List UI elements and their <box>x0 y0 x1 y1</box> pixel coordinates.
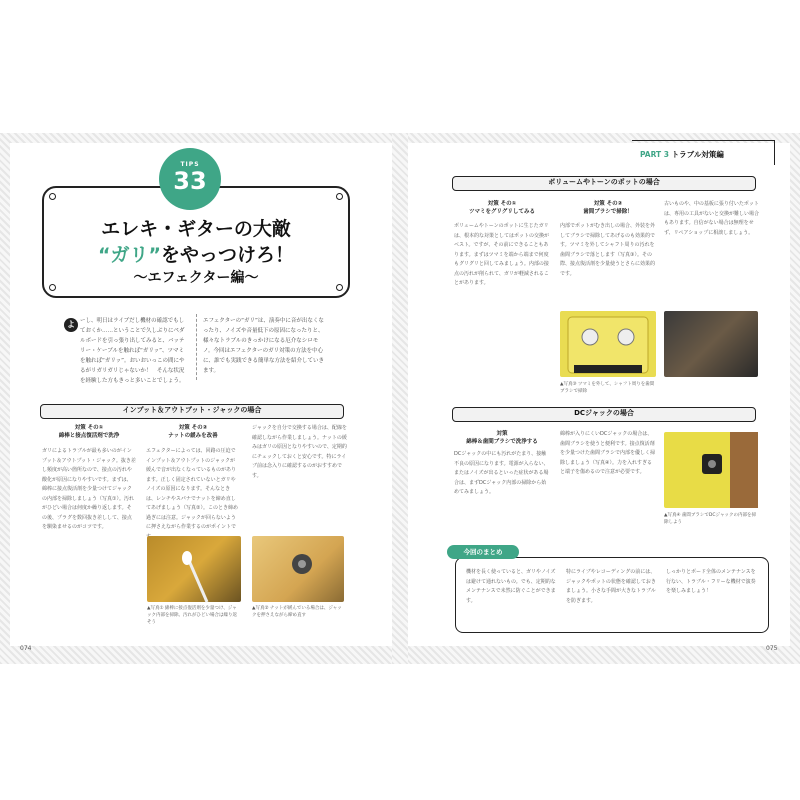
gutter <box>392 133 408 664</box>
sub-label: 対策 <box>496 431 508 437</box>
summary-col2: 特にライブやレコーディングの前には、ジャックやポットの状態を確認しておきましょう。小さな手間が大きなトラブルを防ぎます。 <box>566 569 656 604</box>
jack-col1: ガリによるトラブルが最も多いのがインプット＆アウトプット・ジャック。抜き差し頻度が高い箇所なので、接点の汚れや酸化が原因になりやすいです。まずは、綿棒に接点復活剤を少量つけてジャックの内部を掃除しましょう（写真①）。汚れがひどい場合は何度か繰り返します。その後、プラグを数回抜き差しして、接点を馴染ませるのがコツです。 <box>42 448 136 530</box>
rivet <box>336 193 343 200</box>
dropcap: よ <box>64 318 78 332</box>
tip-badge <box>159 148 221 210</box>
summary-col1: 機材を長く使っていると、ガリやノイズは避けて通れないもの。でも、定期的なメンテナンスで未然に防ぐことができます。 <box>466 569 556 604</box>
section-jack <box>40 404 344 417</box>
sub-title: 歯間ブラシで掃除！ <box>583 209 633 215</box>
jack-col3: ジャックを自分で交換する場合は、配線を確認しながら作業しましょう。ナットの緩みはガリの原因となりやすいので、定期的にチェックしておくと安心です。特にライブ前は念入りに確認するのがおすすめです。 <box>252 425 347 479</box>
caption-1: ▲写真① 綿棒に接点復活剤を少量つけ、ジャック内部を掃除。汚れがひどい場合は繰り返そう <box>147 606 237 625</box>
sub-label: 対策 その① <box>487 201 517 207</box>
caption-2: ▲写真② ナットが緩んでいる場合は、ジャックを押さえながら締め直す <box>252 606 342 618</box>
intro-col2: エフェクターの“ガリ”は、演奏中に音が出なくなったり、ノイズや音量低下の原因になったりと、様々なトラブルのきっかけになる厄介なシロモノ。今回はエフェクターのガリ対策の方法を中心に、誰でも実践できる簡単な方法を紹介していきます。 <box>203 318 325 374</box>
title-line2-rest: をやっつけろ！ <box>160 244 294 266</box>
intro-col1: ーし、明日はライブだし機材の確認でもしておくか……ということで久しぶりにペダルボードを引っ張り出してみると、バッテリー・ケーブルを触れば“ガリッ”、ツマミを触れば“ガリッ”。おいおいっこの間にやるがリガリガリじゃないか！ そんな状況を経験した方もきっと多いことでしょう。 <box>80 318 185 384</box>
tip-label: TIPS <box>180 161 200 168</box>
photo-4 <box>664 432 758 508</box>
section-dc-title: DCジャックの場合 <box>574 409 634 417</box>
jack-sub2 <box>146 424 240 440</box>
title-line3: 〜エフェクター編〜 <box>133 270 259 286</box>
dc-jack-icon <box>664 432 758 508</box>
part-label <box>640 149 724 160</box>
sub-label: 対策 その② <box>593 201 623 207</box>
tip-number: 33 <box>173 167 207 195</box>
section-dc <box>452 407 756 420</box>
sub-title: ツマミをグリグリしてみる <box>469 209 535 215</box>
part-title: トラブル対策編 <box>671 150 724 159</box>
part-number: PART 3 <box>640 150 669 159</box>
knob-icon <box>560 311 656 377</box>
section-pot-title: ボリュームやトーンのポットの場合 <box>548 178 660 186</box>
title-accent: “ガリ” <box>98 244 161 266</box>
summary-tag: 今回のまとめ <box>447 545 519 559</box>
photo-1 <box>147 536 241 602</box>
photo-2 <box>252 536 344 602</box>
pot-sub2 <box>560 200 656 216</box>
title-line2 <box>44 240 348 267</box>
pot-col2: 内部でポットがむき出しの場合、外装を外してブラシで掃除してあげるのも効果的です。ツマミを外してシャフト周りの汚れを歯間ブラシで落とします（写真③）。その際、接点復活剤を少量使うとさらに効果的です。 <box>560 223 656 277</box>
summary-col3: しっかりとボード全体のメンテナンスを行ない、トラブル・フリーな機材で演奏を楽しみましょう！ <box>666 569 756 594</box>
pot-col3: 古いものや、中の基板に張り付いたポットは、専用の工具がないと交換が難しい場合もあります。自信がない場合は無理をせず、リペアショップに相談しましょう。 <box>664 201 760 236</box>
divider <box>196 314 197 380</box>
cotton-swab-icon <box>147 536 241 602</box>
page-number-left: 074 <box>20 645 32 652</box>
photo-pedalboard <box>664 311 758 377</box>
section-pot <box>452 176 756 189</box>
jack-col2: エフェクターによっては、回路の圧迫でインプット＆アウトプットのジャックが緩んで音が出なくなっているものがあります。正しく固定されていないとガリやノイズの原因になります。そんなときは、レンチやスパナでナットを締め直してあげましょう（写真②）。このとき締め過ぎには注意。ジャックが回らないように押さえながら作業するのがポイントで <box>146 448 238 530</box>
sub-title: ナットの緩みを改善 <box>168 433 218 439</box>
sub-label: 対策 その① <box>74 425 104 431</box>
sub-title: 綿棒と接点復活剤で洗浄 <box>58 433 120 439</box>
section-jack-title: インプット＆アウトプット・ジャックの場合 <box>122 406 262 414</box>
caption-4: ▲写真④ 歯間ブラシでDCジャックの内部を掃除しよう <box>664 513 756 525</box>
dc-col2: 綿棒が入りにくいDCジャックの場合は、歯間ブラシを使うと便利です。接点復活剤を少量つけた歯間ブラシで内部を優しく掃除しましょう（写真④）。力を入れすぎると端子を傷めるので注意が必要です。 <box>560 431 656 475</box>
sub-label: 対策 その② <box>178 425 208 431</box>
rivet <box>49 193 56 200</box>
title-line1: エレキ・ギターの大敵 <box>101 218 291 240</box>
dc-col1: DCジャックの中にも汚れがたまり、接触不良の原因になります。電源が入らない、またはノイズが出るといった症状がある場合は、まずDCジャック内部の掃除から始めてみましょう。 <box>454 451 549 495</box>
pot-col1: ボリュームやトーンのポットに生じたガリは、根本的な対策としてはポットの交換がベスト。ですが、その前にできることもあります。まずはツマミを端から端まで何度もグリグリと回してみましょう。内部の接点の汚れが削られて、ガリが軽減されることがあります。 <box>454 223 550 286</box>
jack-sub1 <box>42 424 136 440</box>
sub-title: 綿棒＆歯間ブラシで洗浄する <box>466 439 538 445</box>
page-number-right: 075 <box>766 645 778 652</box>
wrench-icon <box>252 536 344 602</box>
dc-sub1 <box>454 430 550 446</box>
caption-3: ▲写真③ ツマミを外して、シャフト周りを歯間ブラシで掃除 <box>560 382 655 394</box>
pot-sub1 <box>454 200 550 216</box>
summary-box <box>455 557 769 633</box>
photo-3 <box>560 311 656 377</box>
